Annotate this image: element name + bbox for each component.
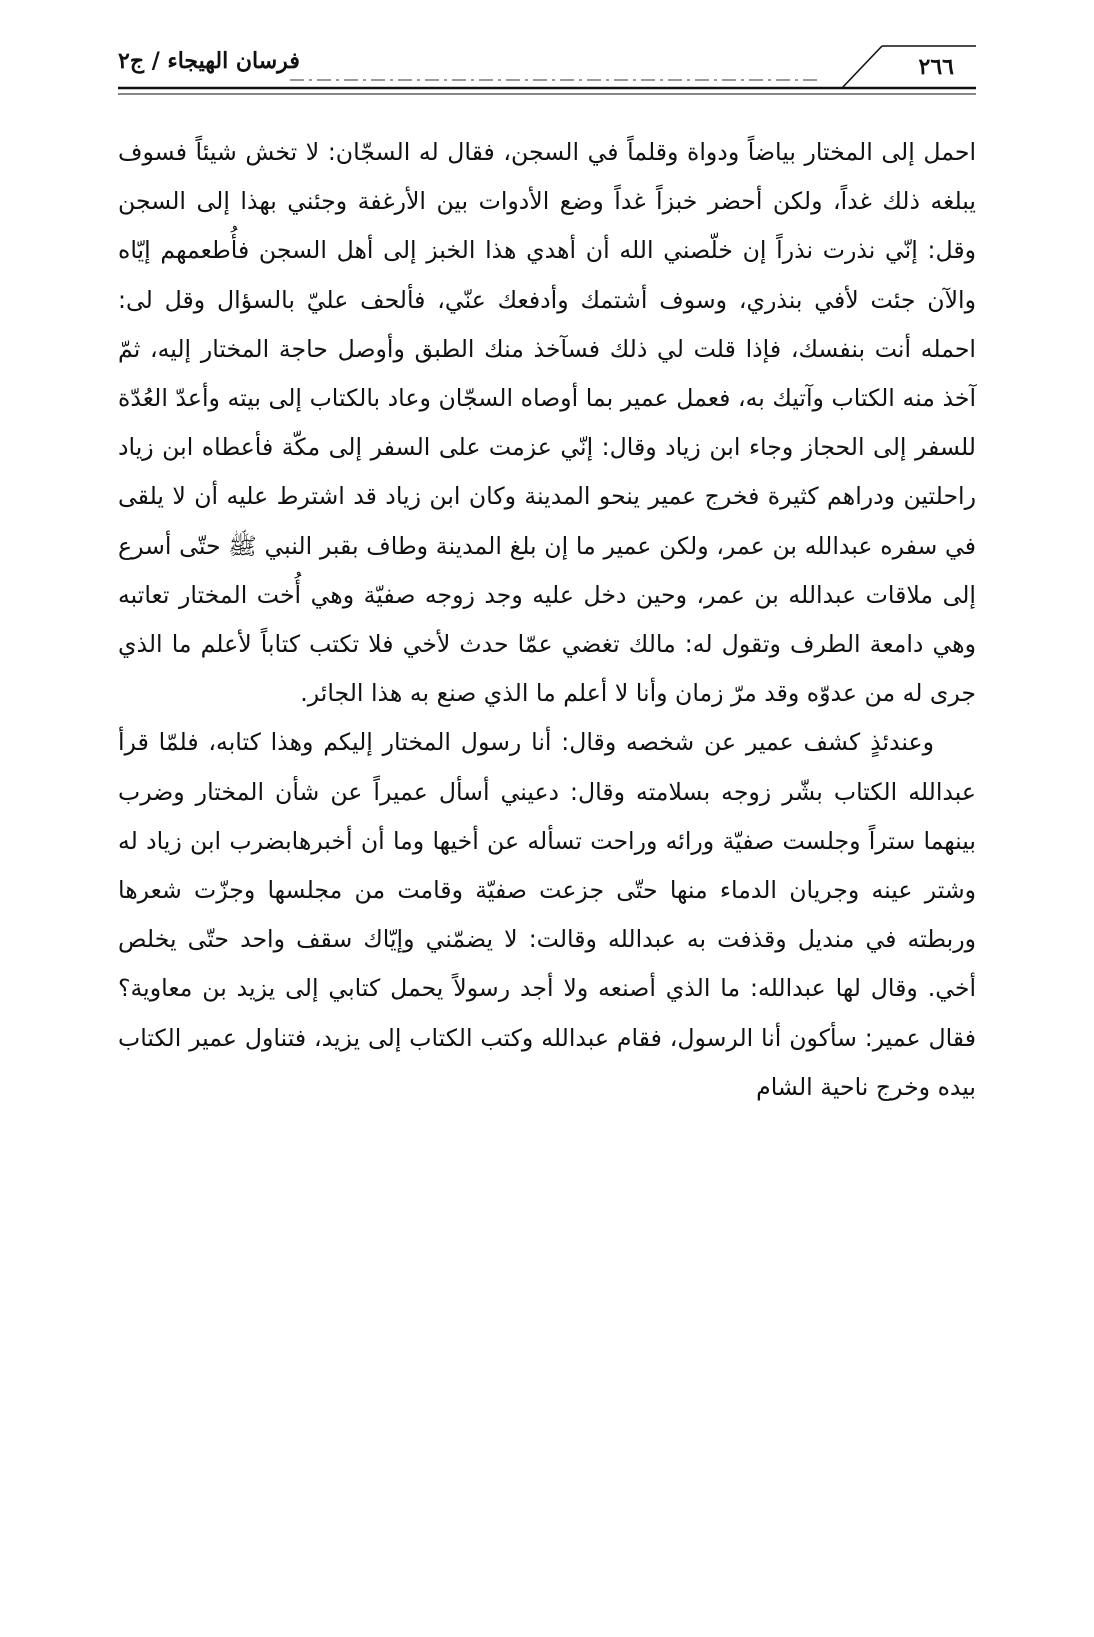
running-title: فرسان الهيجاء / ج٢ <box>118 48 300 74</box>
page-header <box>118 42 976 98</box>
page-number: ٢٦٦ <box>918 54 954 80</box>
main-text <box>118 128 976 1112</box>
paragraph-2: وعندئذٍ كشف عمير عن شخصه وقال: أنا رسول المختار إليكم وهذا كتابه، فلمّا قرأ عبدالله الكتاب بشّر زوجه بسلامته وقال: دعيني أسأل عميراً عن شأن المختار وضرب بينهما ستراً وجلست صفيّة ورائه وراحت تسأله عن أخيها وما أن أخبرهابضرب ابن زياد له وشتر عينه وجريان الدماء منها حتّى جزعت صفيّة وقامت من مجلسها وجزّت شعرها وربطته في منديل وقذفت به عبدالله وقالت: لا يضمّني وإيّاك سقف واحد حتّى يخلص أخي. وقال لها عبدالله: ما الذي أصنعه ولا أجد رسولاً يحمل كتابي إلى يزيد بن معاوية؟ فقال عمير: سأكون أنا الرسول، فقام عبدالله وكتب الكتاب إلى يزيد، فتناول عمير الكتاب بيده وخرج ناحية الشام <box>118 728 976 1101</box>
paragraph-1: احمل إلى المختار بياضاً ودواة وقلماً في السجن، فقال له السجّان: لا تخش شيئاً فسوف يبلغه ذلك غداً، ولكن أحضر خبزاً غداً وضع الأدوات بين الأرغفة وجئني بهذا إلى السجن وقل: إنّي نذرت نذراً إن خلّصني الله أن أهدي هذا الخبز إلى أهل السجن فأُطعمهم إيّاه والآن جئت لأفي بنذري، وسوف أشتمك وأدفعك عنّي، فألحف عليّ بالسؤال وقل لى: احمله أنت بنفسك، فإذا قلت لي ذلك فسآخذ منك الطبق وأوصل حاجة المختار إليه، ثمّ آخذ منه الكتاب وآتيك به، فعمل عمير بما أوصاه السجّان وعاد بالكتاب إلى بيته وأعدّ العُدّة للسفر إلى الحجاز وجاء ابن زياد وقال: إنّي عزمت على السفر إلى مكّة فأعطاه ابن زياد راحلتين ودراهم كثيرة فخرج عمير ينحو المدينة وكان ابن زياد قد اشترط عليه أن لا يلقى في سفره عبدالله بن عمر، ولكن عمير ما إن بلغ المدينة وطاف بقبر النبي ﷺ حتّى أسرع إلى ملاقات عبدالله بن عمر، وحين دخل عليه وجد زوجه صفيّة وهي أُخت المختار تعاتبه وهي دامعة الطرف وتقول له: مالك تغضي عمّا حدث لأخي فلا تكتب كتاباً لأعلم ما الذي جرى له من عدوّه وقد مرّ زمان وأنا لا أعلم ما الذي صنع به هذا الجائر. <box>118 138 976 708</box>
